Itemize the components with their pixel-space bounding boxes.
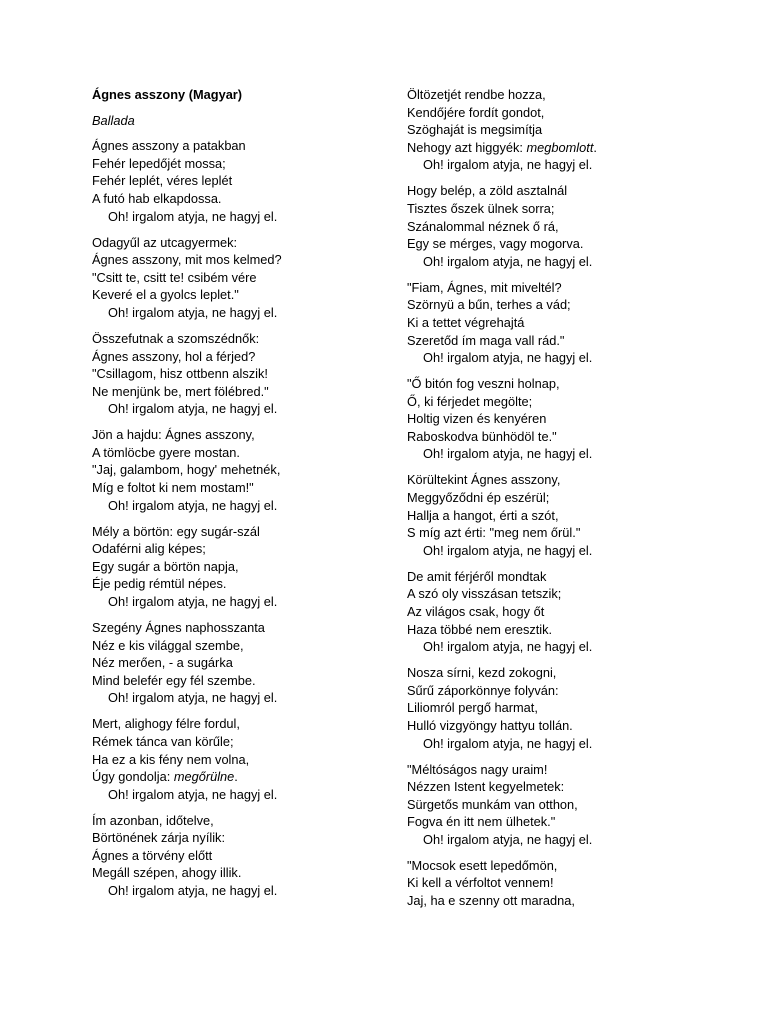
verse-line: Ne menjünk be, mert fölébred." bbox=[92, 383, 269, 399]
stanza bbox=[92, 715, 382, 803]
refrain-line: Oh! irgalom atyja, ne hagyj el. bbox=[423, 735, 593, 751]
verse-line: Szörnyü a bűn, terhes a vád; bbox=[407, 297, 571, 313]
refrain-line: Oh! irgalom atyja, ne hagyj el. bbox=[108, 401, 278, 417]
verse-line: Ő, ki férjedet megölte; bbox=[407, 393, 533, 409]
stanza bbox=[407, 857, 697, 910]
verse-line: Fogva én itt nem ülhetek." bbox=[407, 814, 556, 830]
verse-line: Megáll szépen, ahogy illik. bbox=[92, 865, 242, 881]
refrain-line: Oh! irgalom atyja, ne hagyj el. bbox=[108, 883, 278, 899]
verse-line: "Jaj, galambom, hogy' mehetnék, bbox=[92, 462, 281, 478]
stanza bbox=[407, 761, 697, 849]
verse-line: Öltözetjét rendbe hozza, bbox=[407, 87, 546, 102]
verse-line: Szöghaját is megsimítja bbox=[407, 122, 543, 138]
verse-line: Tisztes őszek ülnek sorra; bbox=[407, 200, 555, 216]
stanza bbox=[92, 523, 382, 611]
refrain-line: Oh! irgalom atyja, ne hagyj el. bbox=[108, 690, 278, 706]
verse-line: Hogy belép, a zöld asztalnál bbox=[407, 183, 568, 199]
verse-line: Mély a börtön: egy sugár-szál bbox=[92, 523, 260, 539]
stanza bbox=[407, 375, 697, 463]
refrain-line: Oh! irgalom atyja, ne hagyj el. bbox=[423, 542, 593, 558]
verse-line: Nosza sírni, kezd zokogni, bbox=[407, 665, 557, 681]
stanza bbox=[92, 234, 382, 322]
refrain-line: Oh! irgalom atyja, ne hagyj el. bbox=[108, 497, 278, 513]
right-stanzas bbox=[407, 86, 697, 910]
verse-line: Egy sugár a börtön napja, bbox=[92, 558, 239, 574]
verse-line: Ágnes a törvény előtt bbox=[92, 847, 213, 863]
verse-line: De amit férjéről mondtak bbox=[407, 568, 547, 584]
refrain-line: Oh! irgalom atyja, ne hagyj el. bbox=[423, 253, 593, 269]
verse-line: Szánalommal néznek ő rá, bbox=[407, 218, 559, 234]
verse-line: Ágnes asszony a patakban bbox=[92, 138, 246, 154]
refrain-line: Oh! irgalom atyja, ne hagyj el. bbox=[423, 350, 593, 366]
verse-line: Jaj, ha e szenny ott maradna, bbox=[407, 893, 575, 909]
verse-line: Ki a tettet végrehajtá bbox=[407, 314, 525, 330]
verse-line: Hallja a hangot, érti a szót, bbox=[407, 507, 559, 523]
verse-line: Sürgetős munkám van otthon, bbox=[407, 796, 578, 812]
refrain-line: Oh! irgalom atyja, ne hagyj el. bbox=[108, 786, 278, 802]
verse-line: A tömlöcbe gyere mostan. bbox=[92, 444, 240, 460]
verse-line: Úgy gondolja: megőrülne. bbox=[92, 769, 238, 785]
verse-line: Hulló vizgyöngy hattyu tollán. bbox=[407, 717, 573, 733]
verse-line: Liliomról pergő harmat, bbox=[407, 700, 538, 716]
verse-line: Körültekint Ágnes asszony, bbox=[407, 472, 561, 488]
verse-line: Míg e foltot ki nem mostam!" bbox=[92, 480, 254, 496]
stanza bbox=[407, 86, 697, 174]
verse-line: Jön a hajdu: Ágnes asszony, bbox=[92, 427, 255, 443]
refrain-line: Oh! irgalom atyja, ne hagyj el. bbox=[423, 157, 593, 173]
verse-line: Meggyőződni ép eszérül; bbox=[407, 490, 550, 506]
refrain-line: Oh! irgalom atyja, ne hagyj el. bbox=[423, 446, 593, 462]
right-column bbox=[407, 86, 697, 918]
stanza bbox=[407, 664, 697, 752]
verse-line: Egy se mérges, vagy mogorva. bbox=[407, 236, 584, 252]
verse-line: Odagyűl az utcagyermek: bbox=[92, 234, 238, 250]
stanza bbox=[407, 471, 697, 559]
poem-title: Ágnes asszony (Magyar) bbox=[92, 87, 243, 102]
verse-line: "Fiam, Ágnes, mit miveltél? bbox=[407, 279, 562, 295]
verse-line: Ím azonban, időtelve, bbox=[92, 812, 214, 828]
verse-line: "Ő bitón fog veszni holnap, bbox=[407, 376, 560, 392]
verse-line: A futó hab elkapdossa. bbox=[92, 190, 222, 206]
left-stanzas bbox=[92, 137, 382, 899]
verse-line: Szegény Ágnes naphosszanta bbox=[92, 619, 265, 635]
verse-line: Sűrű záporkönnye folyván: bbox=[407, 682, 559, 698]
verse-line: Ágnes asszony, hol a férjed? bbox=[92, 348, 256, 364]
stanza bbox=[92, 137, 382, 225]
stanza bbox=[92, 619, 382, 707]
verse-line: Összefutnak a szomszédnők: bbox=[92, 330, 260, 346]
refrain-line: Oh! irgalom atyja, ne hagyj el. bbox=[108, 208, 278, 224]
left-column bbox=[92, 86, 382, 908]
verse-line: Holtig vizen és kenyéren bbox=[407, 411, 547, 427]
verse-line: "Csillagom, hisz ottbenn alszik! bbox=[92, 366, 268, 382]
verse-line: Rémek tánca van körűle; bbox=[92, 733, 234, 749]
verse-line: "Mocsok esett lepedőmön, bbox=[407, 857, 558, 873]
verse-line: Odaférni alig képes; bbox=[92, 541, 206, 557]
verse-line: A szó oly visszásan tetszik; bbox=[407, 586, 562, 602]
stanza bbox=[407, 279, 697, 367]
verse-line: Keveré el a gyolcs leplet." bbox=[92, 287, 239, 303]
verse-line: Néz merően, - a sugárka bbox=[92, 655, 233, 671]
verse-line: Ágnes asszony, mit mos kelmed? bbox=[92, 252, 282, 268]
poem-subtitle: Ballada bbox=[92, 112, 135, 128]
refrain-line: Oh! irgalom atyja, ne hagyj el. bbox=[423, 831, 593, 847]
stanza bbox=[407, 568, 697, 656]
verse-line: Nehogy azt higgyék: megbomlott. bbox=[407, 139, 597, 155]
refrain-line: Oh! irgalom atyja, ne hagyj el. bbox=[423, 639, 593, 655]
verse-line: Néz e kis világgal szembe, bbox=[92, 637, 244, 653]
verse-line: Kendőjére fordít gondot, bbox=[407, 104, 545, 120]
verse-line: Haza többé nem eresztik. bbox=[407, 621, 553, 637]
verse-line: Fehér lepedőjét mossa; bbox=[92, 155, 226, 171]
verse-line: Mert, alighogy félre fordul, bbox=[92, 716, 240, 732]
stanza bbox=[407, 182, 697, 270]
refrain-line: Oh! irgalom atyja, ne hagyj el. bbox=[108, 594, 278, 609]
verse-line: S míg azt érti: "meg nem őrül." bbox=[407, 525, 581, 541]
verse-line: Nézzen Istent kegyelmetek: bbox=[407, 779, 565, 795]
verse-line: Ki kell a vérfoltot vennem! bbox=[407, 875, 554, 891]
verse-line: Börtönének zárja nyílik: bbox=[92, 830, 226, 846]
emphasized-word: megbomlott bbox=[526, 139, 594, 155]
verse-line: Ha ez a kis fény nem volna, bbox=[92, 751, 250, 767]
stanza bbox=[92, 812, 382, 900]
emphasized-word: megőrülne bbox=[173, 769, 235, 785]
verse-line: Az világos csak, hogy őt bbox=[407, 603, 545, 619]
verse-line: "Csitt te, csitt te! csibém vére bbox=[92, 269, 257, 285]
stanza bbox=[92, 330, 382, 418]
verse-line: Mind belefér egy fél szembe. bbox=[92, 672, 256, 688]
verse-line: Raboskodva bünhödöl te." bbox=[407, 428, 557, 444]
verse-line: Fehér leplét, véres leplét bbox=[92, 173, 233, 189]
stanza bbox=[92, 426, 382, 514]
verse-line: "Méltóságos nagy uraim! bbox=[407, 761, 548, 777]
verse-line: Szeretőd ím maga vall rád." bbox=[407, 332, 565, 348]
refrain-line: Oh! irgalom atyja, ne hagyj el. bbox=[108, 304, 278, 320]
verse-line: Éje pedig rémtül népes. bbox=[92, 576, 227, 592]
